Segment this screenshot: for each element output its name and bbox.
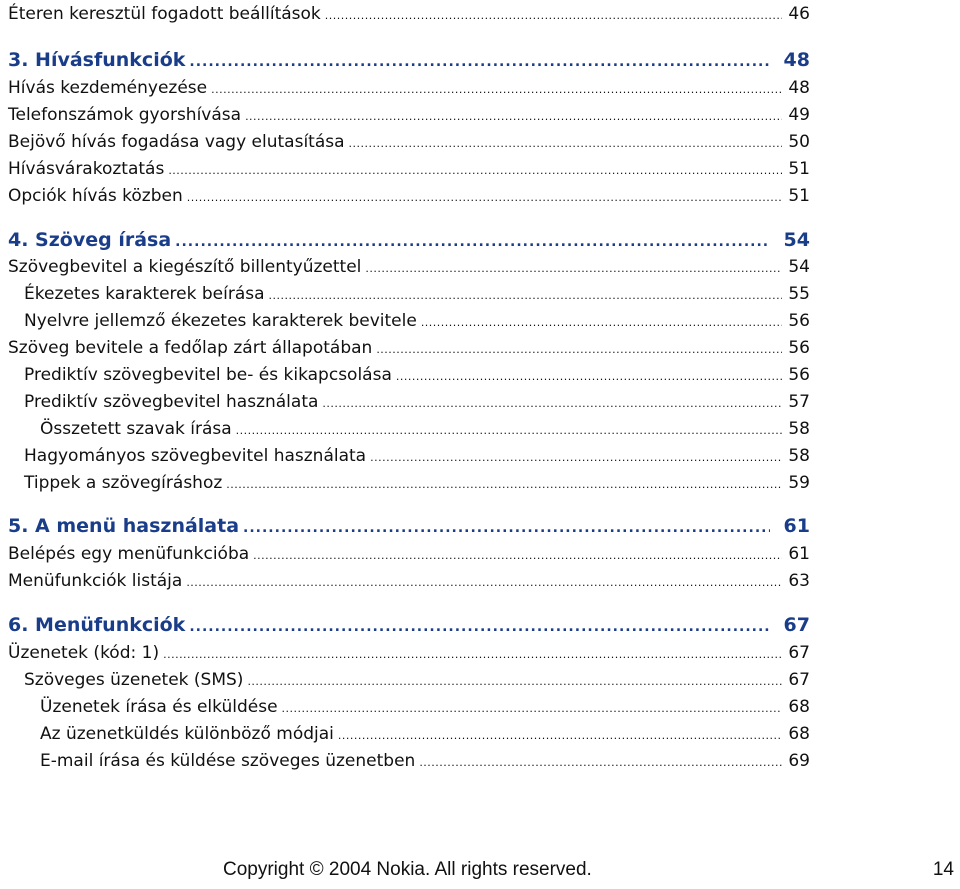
toc-entry-page: 48	[788, 78, 810, 98]
toc-entry-page: 54	[783, 229, 810, 251]
toc-entry-page: 67	[788, 643, 810, 663]
toc-entry-title: Belépés egy menüfunkcióba	[8, 544, 250, 564]
toc-entry-page: 51	[788, 159, 810, 179]
toc-entry-page: 63	[788, 571, 810, 591]
toc-entry[interactable]	[8, 128, 810, 156]
page-number: 14	[932, 859, 954, 880]
toc-entry-page: 61	[783, 515, 810, 537]
toc-entry-title: Hagyományos szövegbevitel használata	[24, 446, 367, 466]
dot-leader	[163, 641, 782, 669]
toc-chapter-heading[interactable]	[8, 510, 810, 542]
toc-entry[interactable]	[8, 666, 810, 694]
toc-entry-title: 5. A menü használata	[8, 515, 240, 537]
toc-entry-page: 57	[788, 392, 810, 412]
dot-leader	[269, 282, 783, 310]
toc-entry[interactable]	[8, 101, 810, 129]
toc-entry-title: Szövegbevitel a kiegészítő billentyűzettel	[8, 257, 362, 277]
dot-leader	[376, 336, 782, 364]
toc-chapter-heading[interactable]	[8, 609, 810, 641]
toc-entry[interactable]	[8, 0, 810, 28]
toc-entry-title: Szöveg bevitele a fedőlap zárt állapotában	[8, 338, 373, 358]
dot-leader	[226, 471, 782, 499]
toc-entry-title: Hívás kezdeményezése	[8, 78, 208, 98]
toc-entry-page: 67	[788, 670, 810, 690]
toc-entry-title: Szöveges üzenetek (SMS)	[24, 670, 244, 690]
toc-chapter-heading[interactable]	[8, 44, 810, 76]
toc-entry-title: Éteren keresztül fogadott beállítások	[8, 4, 321, 24]
toc-entry[interactable]	[8, 307, 810, 335]
toc-entry[interactable]	[8, 74, 810, 102]
dot-leader	[396, 363, 782, 391]
toc-entry[interactable]	[8, 388, 810, 416]
dot-leader	[370, 444, 782, 472]
dot-leader	[419, 749, 782, 777]
dot-leader	[253, 542, 782, 570]
dot-leader	[421, 309, 783, 337]
toc-entry-page: 46	[788, 4, 810, 24]
toc-entry-page: 58	[788, 446, 810, 466]
toc-entry-title: Üzenetek (kód: 1)	[8, 643, 160, 663]
toc-entry[interactable]	[8, 469, 810, 497]
toc-entry-title: 3. Hívásfunkciók	[8, 49, 186, 71]
toc-entry-page: 69	[788, 751, 810, 771]
toc-entry[interactable]	[8, 361, 810, 389]
dot-leader	[322, 390, 782, 418]
dot-leader	[186, 569, 782, 597]
toc-entry[interactable]	[8, 415, 810, 443]
toc-entry-title: 6. Menüfunkciók	[8, 614, 186, 636]
dot-leader	[168, 157, 782, 185]
toc-entry-title: Prediktív szövegbevitel be- és kikapcsolása	[24, 365, 392, 385]
toc-entry-title: Hívásvárakoztatás	[8, 159, 165, 179]
toc-entry-title: 4. Szöveg írása	[8, 229, 172, 251]
toc-entry-page: 54	[788, 257, 810, 277]
dot-leader	[211, 76, 782, 104]
toc-entry-page: 49	[788, 105, 810, 125]
dot-leader	[349, 130, 783, 158]
toc-entry-page: 67	[783, 614, 810, 636]
dot-leader	[247, 668, 782, 696]
toc-entry-title: Üzenetek írása és elküldése	[40, 697, 278, 717]
toc-entry-page: 50	[788, 132, 810, 152]
toc-entry[interactable]	[8, 639, 810, 667]
toc-entry-title: Tippek a szövegíráshoz	[24, 473, 223, 493]
toc-entry[interactable]	[8, 253, 810, 281]
toc-entry-page: 56	[788, 365, 810, 385]
dot-leader	[236, 417, 783, 445]
toc-entry-page: 56	[788, 311, 810, 331]
toc-entry-page: 55	[788, 284, 810, 304]
toc-entry-title: Az üzenetküldés különböző módjai	[40, 724, 334, 744]
dot-leader	[325, 2, 783, 30]
dot-leader	[245, 103, 782, 131]
toc-entry[interactable]	[8, 693, 810, 721]
toc-entry[interactable]	[8, 280, 810, 308]
toc-entry-title: Prediktív szövegbevitel használata	[24, 392, 319, 412]
toc-entry-page: 48	[783, 49, 810, 71]
toc-entry-title: Menüfunkciók listája	[8, 571, 183, 591]
toc-entry[interactable]	[8, 442, 810, 470]
toc-entry-title: Összetett szavak írása	[40, 419, 232, 439]
toc-entry-title: Ékezetes karakterek beírása	[24, 284, 265, 304]
toc-entry[interactable]	[8, 155, 810, 183]
toc-entry-title: Opciók hívás közben	[8, 186, 183, 206]
copyright-notice: Copyright © 2004 Nokia. All rights reserved.	[223, 859, 592, 880]
toc-entry[interactable]	[8, 334, 810, 362]
toc-entry-page: 56	[788, 338, 810, 358]
toc-entry[interactable]	[8, 182, 810, 210]
toc-entry-page: 68	[788, 724, 810, 744]
toc-entry[interactable]	[8, 720, 810, 748]
toc-entry-page: 61	[788, 544, 810, 564]
toc-entry-page: 59	[788, 473, 810, 493]
toc-entry[interactable]	[8, 567, 810, 595]
dot-leader	[338, 722, 782, 750]
toc-entry-page: 58	[788, 419, 810, 439]
toc-entry-title: Telefonszámok gyorshívása	[8, 105, 242, 125]
dot-leader	[187, 184, 783, 212]
toc-entry-title: Bejövő hívás fogadása vagy elutasítása	[8, 132, 345, 152]
dot-leader	[365, 255, 782, 283]
toc-entry[interactable]	[8, 747, 810, 775]
toc-entry[interactable]	[8, 540, 810, 568]
toc-entry-page: 68	[788, 697, 810, 717]
dot-leader	[282, 695, 783, 723]
toc-entry-title: E-mail írása és küldése szöveges üzenetben	[40, 751, 416, 771]
toc-entry-page: 51	[788, 186, 810, 206]
toc-entry-title: Nyelvre jellemző ékezetes karakterek bevitele	[24, 311, 417, 331]
page-footer	[0, 853, 960, 887]
toc-chapter-heading[interactable]	[8, 224, 810, 256]
